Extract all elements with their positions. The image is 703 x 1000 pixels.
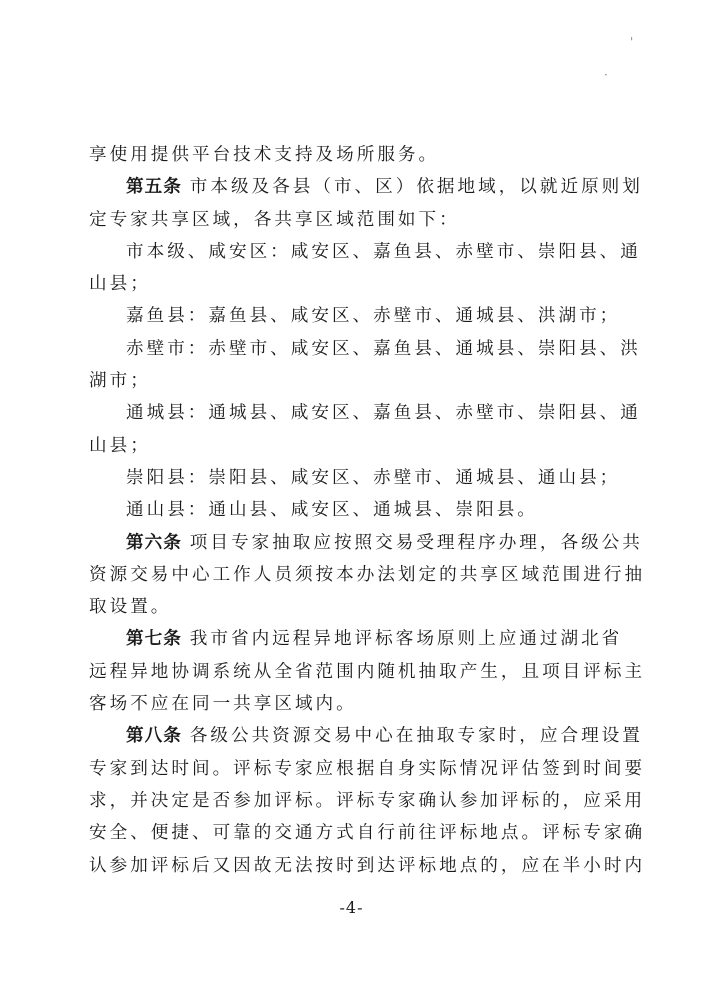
article-heading: 第六条: [126, 531, 182, 553]
text-line: 市本级、咸安区：咸安区、嘉鱼县、赤壁市、崇阳县、通: [126, 241, 641, 262]
document-body: [89, 139, 646, 882]
text-line: 认参加评标后又因故无法按时到达评标地点的，应在半小时内: [89, 855, 646, 876]
text-line: 资源交易中心工作人员须按本办法划定的共享区域范围进行抽: [89, 564, 646, 585]
text-line: 远程异地协调系统从全省范围内随机抽取产生，且项目评标主: [89, 661, 646, 682]
text-line: 享使用提供平台技术支持及场所服务。: [89, 145, 440, 165]
article-heading: 第五条: [126, 176, 182, 198]
text-line: 安全、便捷、可靠的交通方式自行前往评标地点。评标专家确: [89, 823, 646, 844]
article-line: 第六条 项目专家抽取应按照交易受理程序办理，各级公共: [126, 531, 643, 553]
article-heading: 第七条: [126, 628, 182, 650]
page-number: -4-: [339, 898, 364, 917]
text-line: 求，并决定是否参加评标。评标专家确认参加评标的，应采用: [89, 790, 646, 811]
text-line: 湖市；: [89, 371, 151, 392]
text-line: 崇阳县：崇阳县、咸安区、赤壁市、通城县、通山县；: [126, 467, 621, 488]
text-line: 赤壁市：赤壁市、咸安区、嘉鱼县、通城县、崇阳县、洪: [126, 338, 641, 359]
text-line: 山县；: [89, 274, 151, 295]
article-line: 第七条 我市省内远程异地评标客场原则上应通过湖北省: [126, 628, 623, 650]
article-line: 第八条 各级公共资源交易中心在抽取专家时，应合理设置: [126, 725, 643, 747]
text-line: 通山县：通山县、咸安区、通城县、崇阳县。: [126, 500, 538, 521]
text-line: 定专家共享区域，各共享区域范围如下：: [89, 209, 460, 230]
article-heading: 第八条: [126, 725, 182, 747]
text-line: 山县；: [89, 435, 151, 456]
text-line: 通城县：通城县、咸安区、嘉鱼县、赤壁市、崇阳县、通: [126, 403, 641, 424]
article-line: 第五条 市本级及各县（市、区）依据地域，以就近原则划: [126, 176, 643, 198]
text-line: 取设置。: [89, 597, 172, 618]
scan-mark: ': [630, 35, 634, 49]
text-line: 嘉鱼县：嘉鱼县、咸安区、赤壁市、通城县、洪湖市；: [126, 306, 621, 327]
text-line: 客场不应在同一共享区域内。: [89, 694, 357, 715]
scan-mark: ·: [604, 68, 608, 82]
text-line: 专家到达时间。评标专家应根据自身实际情况评估签到时间要: [89, 758, 646, 779]
